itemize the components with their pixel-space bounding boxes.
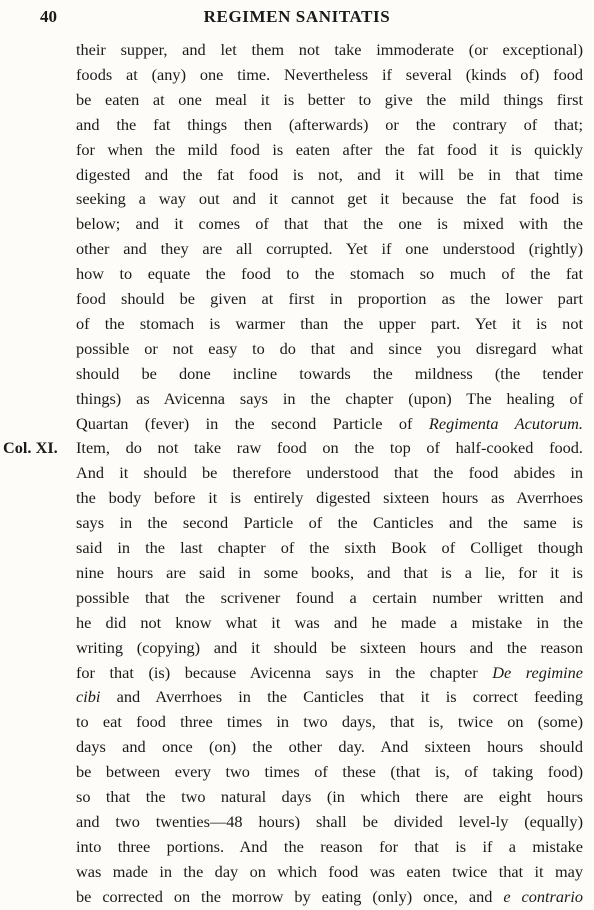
text-line: for when the mild food is eaten after the fat food it is quickly [76, 139, 583, 159]
text-line: and the fat things then (afterwards) or the contrary of that; [76, 114, 583, 134]
text-line-part: be corrected on the morrow by eating (only) once, and [76, 886, 493, 906]
text-line [76, 885, 583, 910]
text-line: says in the second Particle of the Canticles and the same is [76, 513, 583, 533]
text-line [76, 412, 583, 437]
text-line: Item, do not take raw food on the top of half-cooked food. [76, 438, 583, 458]
text-line: things) as Avicenna says in the chapter (upon) The healing of [76, 388, 583, 408]
text-line: seeking a way out and it cannot get it because the fat food is [76, 189, 583, 209]
text-line: possible or not easy to do that and since you disregard what [76, 338, 583, 358]
italic-title: De regimine [492, 662, 584, 682]
text-line: their supper, and let them not take immoderate (or exceptional) [76, 40, 583, 59]
text-line: be between every two times of these (that is, of taking food) [76, 762, 583, 782]
text-line-part: for that (is) because Avicenna says in the chapter [76, 662, 478, 682]
text-line: should be done incline towards the mildness (the tender [76, 363, 583, 383]
text-line [76, 685, 583, 710]
text-line: nine hours are said in some books, and that is a lie, for it is [76, 562, 583, 582]
column-label: Col. XI. [3, 438, 58, 458]
page-number: 40 [40, 7, 57, 26]
text-line: was made in the day on which food was eaten twice that it may [76, 861, 583, 881]
text-line: so that the two natural days (in which there are eight hours [76, 787, 583, 806]
text-line: how to equate the food to the stomach so much of the fat [76, 264, 583, 284]
text-line: foods at (any) one time. Nevertheless if several (kinds of) food [76, 64, 583, 84]
text-line: digested and the fat food is not, and it will be in that time [76, 164, 583, 184]
text-line: And it should be therefore understood that the food abides in [76, 463, 583, 483]
italic-title: Regimenta Acutorum. [428, 413, 583, 433]
text-line: below; and it comes of that that the one is mixed with the [76, 214, 583, 234]
text-line: of the stomach is warmer than the upper part. Yet it is not [76, 313, 583, 333]
text-line: be eaten at one meal it is better to give the mild things first [76, 89, 583, 109]
text-line: days and once (on) the other day. And sixteen hours should [76, 737, 583, 757]
running-head: REGIMEN SANITATIS [203, 7, 391, 26]
text-line: other and they are all corrupted. Yet if one understood (rightly) [76, 239, 583, 259]
text-line: the body before it is entirely digested sixteen hours as Averrhoes [76, 488, 583, 508]
text-line: he did not know what it was and he made a mistake in the [76, 612, 583, 632]
italic-phrase: e contrario [503, 886, 583, 906]
page-header [0, 4, 594, 26]
text-line: to eat food three times in two days, that is, twice on (some) [76, 712, 583, 732]
text-line: possible that the scrivener found a certain number written and [76, 587, 583, 607]
text-line: and two twenties—48 hours) shall be divided level-ly (equally) [76, 811, 583, 831]
text-line: into three portions. And the reason for that is if a mistake [76, 836, 583, 856]
italic-title: cibi [76, 687, 101, 707]
text-line: writing (copying) and it should be sixteen hours and the reason [76, 637, 583, 657]
text-line-part: and Averrhoes in the Canticles that it is correct feeding [116, 687, 584, 707]
text-line: food should be given at first in proportion as the lower part [76, 289, 583, 308]
text-line: said in the last chapter of the sixth Book of Colliget though [76, 538, 583, 557]
text-line [76, 661, 583, 686]
text-line-part: Quartan (fever) in the second Particle of [76, 413, 413, 433]
